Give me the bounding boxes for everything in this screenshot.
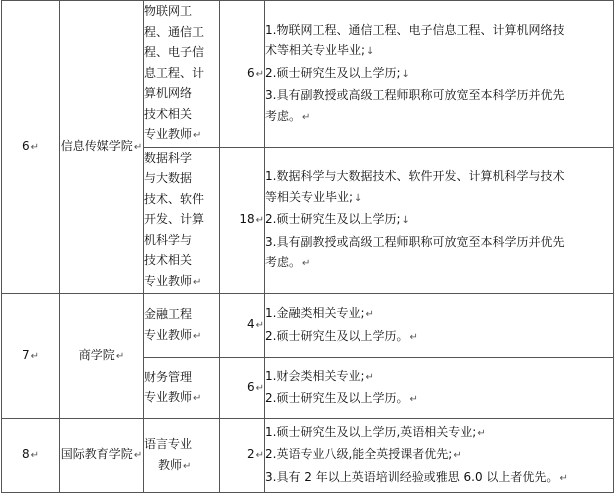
- paragraph-mark: ↵: [409, 331, 418, 343]
- position-title-line: 算机网络: [144, 86, 193, 100]
- position-title-line: 专业教师: [144, 127, 193, 141]
- paragraph-mark: ↵: [193, 393, 202, 404]
- headcount-cell: [220, 147, 265, 294]
- row-number-cell: [2, 419, 60, 493]
- paragraph-mark: ↵: [559, 472, 568, 484]
- position-title-line: 机科学与: [144, 232, 193, 247]
- requirement-line: 1.数据科学与大数据技术、软件开发、计算机科学与技术: [265, 169, 565, 183]
- position-cell: [144, 294, 220, 358]
- line-break-mark: ↓: [366, 46, 375, 57]
- paragraph-mark: ↵: [365, 371, 374, 383]
- position-title-line: 息工程、计: [144, 65, 205, 80]
- requirement-line: 2.硕士研究生及以上学历。: [265, 328, 409, 343]
- college-name: 商学院: [78, 347, 115, 362]
- requirement-line: 考虑。: [265, 108, 302, 123]
- requirement-line: 3.具有副教授或高级工程师职称可放宽至本科学历并优先: [265, 234, 565, 249]
- position-title-line: 技术相关: [144, 253, 193, 267]
- requirements-cell: [265, 1, 614, 148]
- position-cell: [144, 419, 220, 493]
- requirement-line: 等相关专业毕业;: [265, 189, 354, 204]
- requirement-line: 考虑。: [265, 255, 302, 269]
- headcount: 2: [246, 447, 255, 462]
- paragraph-mark: ↵: [133, 450, 143, 462]
- requirements-cell: [265, 419, 614, 493]
- requirement-line: 2.硕士研究生及以上学历;: [265, 65, 401, 80]
- row-number-cell: [2, 294, 60, 419]
- requirement-line: 术等相关专业毕业;: [265, 43, 366, 57]
- requirement-line: 2.硕士研究生及以上学历;: [265, 212, 401, 226]
- headcount: 18: [239, 212, 255, 226]
- position-title-line: 程、通信工: [144, 24, 205, 39]
- headcount-cell: [220, 419, 265, 493]
- paragraph-mark: ↵: [453, 450, 462, 462]
- paragraph-mark: ↵: [409, 394, 418, 405]
- headcount: 4: [246, 317, 255, 332]
- paragraph-mark: ↵: [255, 450, 264, 462]
- position-title-line: 专业教师: [144, 273, 193, 288]
- position-title-line: 程、电子信: [144, 45, 205, 59]
- line-break-mark: ↓: [354, 192, 363, 204]
- position-title-line: 技术、软件: [144, 191, 205, 206]
- table-row: [2, 1, 614, 148]
- position-title-line: 语言专业: [144, 437, 193, 451]
- paragraph-mark: ↵: [193, 130, 202, 141]
- college-cell: [60, 1, 144, 294]
- recruitment-table: [1, 0, 614, 493]
- headcount-cell: [220, 358, 265, 419]
- paragraph-mark: ↵: [30, 450, 40, 462]
- college-name: 信息传媒学院: [60, 138, 133, 153]
- headcount: 6: [246, 379, 255, 394]
- college-cell: [60, 294, 144, 419]
- college-name: 国际教育学院: [60, 447, 133, 462]
- position-title-line: 金融工程: [144, 307, 193, 321]
- paragraph-mark: ↵: [183, 460, 192, 472]
- line-break-mark: ↓: [401, 215, 410, 226]
- position-title-line: 教师: [158, 457, 183, 472]
- paragraph-mark: ↵: [255, 382, 264, 394]
- requirements-cell: [265, 294, 614, 358]
- paragraph-mark: ↵: [255, 320, 264, 332]
- position-title-line: 物联网工: [144, 4, 193, 18]
- requirements-cell: [265, 358, 614, 419]
- position-title-line: 与大数据: [144, 171, 193, 185]
- requirements-cell: [265, 147, 614, 294]
- row-number-cell: [2, 1, 60, 294]
- paragraph-mark: ↵: [477, 427, 486, 439]
- paragraph-mark: ↵: [30, 350, 40, 362]
- position-title-line: 专业教师: [144, 327, 193, 342]
- position-cell: [144, 358, 220, 419]
- requirement-line: 1.金融类相关专业;: [265, 306, 365, 320]
- row-number: 7: [21, 347, 30, 362]
- paragraph-mark: ↵: [302, 258, 311, 269]
- paragraph-mark: ↵: [365, 309, 374, 320]
- table-row: [2, 419, 614, 493]
- table-row: [2, 294, 614, 358]
- requirement-line: 3.具有 2 年以上英语培训经验或雅思 6.0 以上者优先。: [265, 469, 559, 484]
- headcount: 6: [246, 65, 255, 80]
- position-title-line: 数据科学: [144, 150, 193, 165]
- position-title-line: 技术相关: [144, 106, 193, 121]
- headcount-cell: [220, 294, 265, 358]
- paragraph-mark: ↵: [30, 141, 40, 153]
- paragraph-mark: ↵: [255, 215, 264, 226]
- college-cell: [60, 419, 144, 493]
- requirement-line: 2.硕士研究生及以上学历。: [265, 391, 409, 405]
- row-number: 8: [21, 447, 30, 462]
- requirement-line: 1.物联网工程、通信工程、电子信息工程、计算机网络技: [265, 22, 565, 37]
- headcount-cell: [220, 1, 265, 148]
- paragraph-mark: ↵: [193, 276, 202, 288]
- paragraph-mark: ↵: [255, 68, 264, 80]
- requirement-line: 1.财会类相关专业;: [265, 368, 365, 383]
- paragraph-mark: ↵: [115, 350, 125, 362]
- requirement-line: 3.具有副教授或高级工程师职称可放宽至本科学历并优先: [265, 88, 565, 102]
- position-title-line: 专业教师: [144, 390, 193, 404]
- paragraph-mark: ↵: [193, 330, 202, 342]
- row-number: 6: [21, 138, 30, 153]
- line-break-mark: ↓: [401, 68, 410, 80]
- position-title-line: 开发、计算: [144, 212, 205, 226]
- position-title-line: 财务管理: [144, 369, 193, 384]
- position-cell: [144, 1, 220, 148]
- requirement-line: 1.硕士研究生及以上学历,英语相关专业;: [265, 424, 477, 439]
- paragraph-mark: ↵: [133, 141, 143, 153]
- requirement-line: 2.英语专业八级,能全英授课者优先;: [265, 447, 453, 462]
- paragraph-mark: ↵: [302, 111, 311, 123]
- position-cell: [144, 147, 220, 294]
